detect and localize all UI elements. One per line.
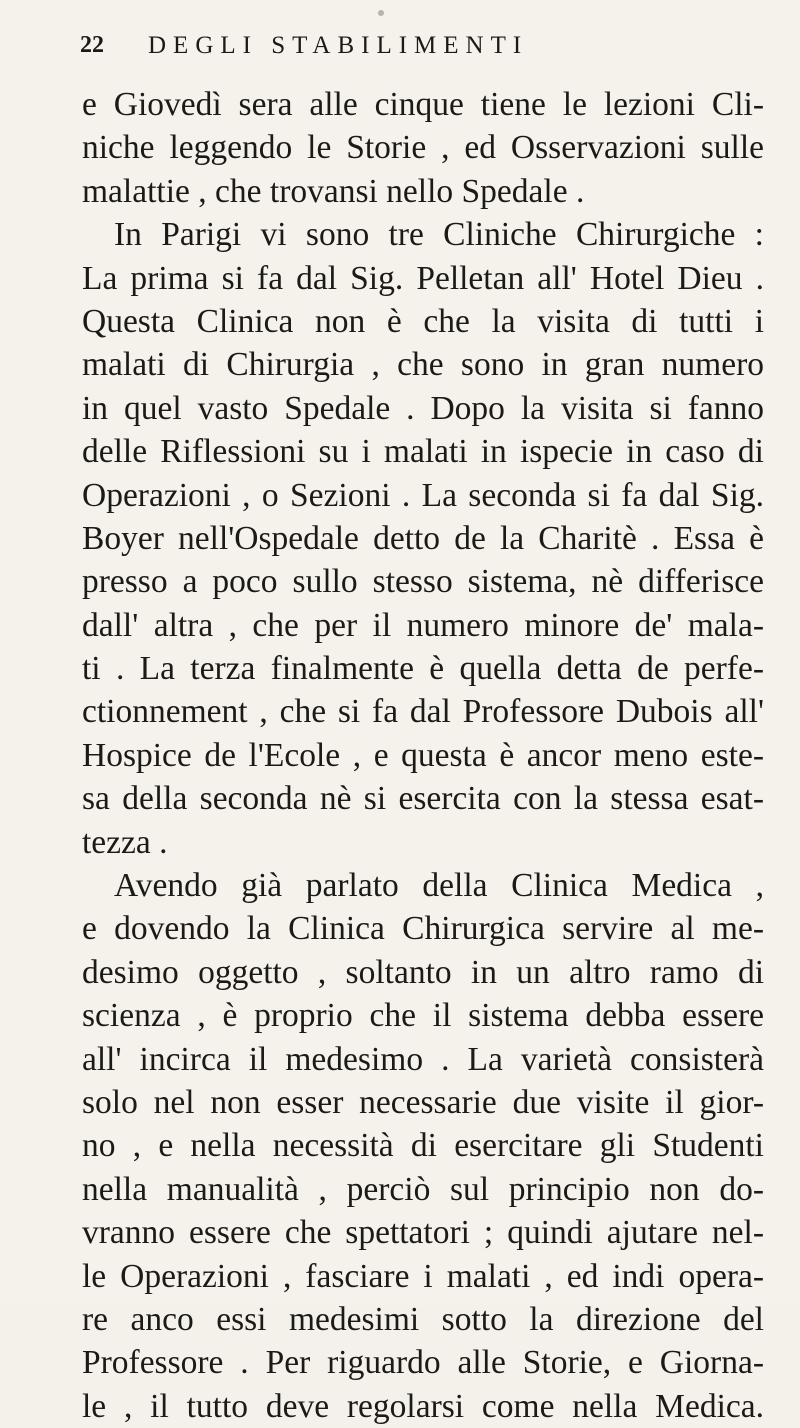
text-line: Avendo già parlato della Clinica Medica , — [114, 867, 764, 905]
page-number: 22 — [80, 32, 104, 58]
text-line: Boyer nell'Ospedale detto de la Charitè . Essa è — [82, 519, 764, 557]
text-line: all' incirca il medesimo . La varietà consisterà — [82, 1040, 764, 1078]
text-line: ctionnement , che si fa dal Professore Dubois all' — [82, 693, 764, 731]
text-line: le Operazioni , fasciare i malati , ed indi opera- — [82, 1257, 764, 1295]
text-line: Professore . Per riguardo alle Storie, e Giorna- — [82, 1344, 764, 1382]
text-line: scienza , è proprio che il sistema debba essere — [82, 997, 764, 1035]
text-line: La prima si fa dal Sig. Pelletan all' Hotel Dieu . — [82, 259, 764, 297]
text-line: Questa Clinica non è che la visita di tutti i — [82, 302, 764, 340]
text-line: e Giovedì sera alle cinque tiene le lezioni Cli- — [82, 86, 764, 123]
text-line: nella manualità , perciò sul principio non do- — [82, 1170, 764, 1208]
text-line: solo nel non esser necessarie due visite il gior- — [82, 1084, 764, 1122]
text-line: presso a poco sullo stesso sistema, nè differisce — [82, 563, 764, 601]
text-line: no , e nella necessità di esercitare gli Studenti — [82, 1127, 764, 1165]
text-line: malati di Chirurgia , che sono in gran numero — [82, 346, 764, 384]
text-line: e dovendo la Clinica Chirurgica servire al me- — [82, 910, 764, 948]
text-line: ti . La terza finalmente è quella detta de perfe- — [82, 650, 764, 688]
text-line: delle Riflessioni su i malati in ispecie in caso di — [82, 433, 764, 471]
text-line: Hospice de l'Ecole , e questa è ancor meno este- — [82, 736, 764, 774]
text-line: in quel vasto Spedale . Dopo la visita si fanno — [82, 389, 764, 427]
text-line: desimo oggetto , soltanto in un altro ramo di — [82, 953, 764, 991]
running-header — [80, 32, 760, 72]
text-line: sa della seconda nè si esercita con la stessa esat- — [82, 780, 764, 818]
text-line: vranno essere che spettatori ; quindi ajutare nel- — [82, 1214, 764, 1252]
body-text — [82, 83, 764, 1428]
text-line: malattie , che trovansi nello Spedale . — [82, 172, 585, 210]
text-line: le , il tutto deve regolarsi come nella Medica. — [82, 1387, 764, 1425]
text-line: re anco essi medesimi sotto la direzione del — [82, 1300, 764, 1338]
ink-spot — [378, 10, 384, 16]
text-line: niche leggendo le Storie , ed Osservazioni sulle — [82, 129, 764, 167]
running-title: DEGLI STABILIMENTI — [148, 32, 529, 59]
text-line: tezza . — [82, 823, 168, 861]
text-line: dall' altra , che per il numero minore de' mala- — [82, 606, 764, 644]
text-line: Operazioni , o Sezioni . La seconda si fa dal Sig. — [82, 476, 764, 514]
text-line: In Parigi vi sono tre Cliniche Chirurgiche : — [114, 216, 764, 254]
